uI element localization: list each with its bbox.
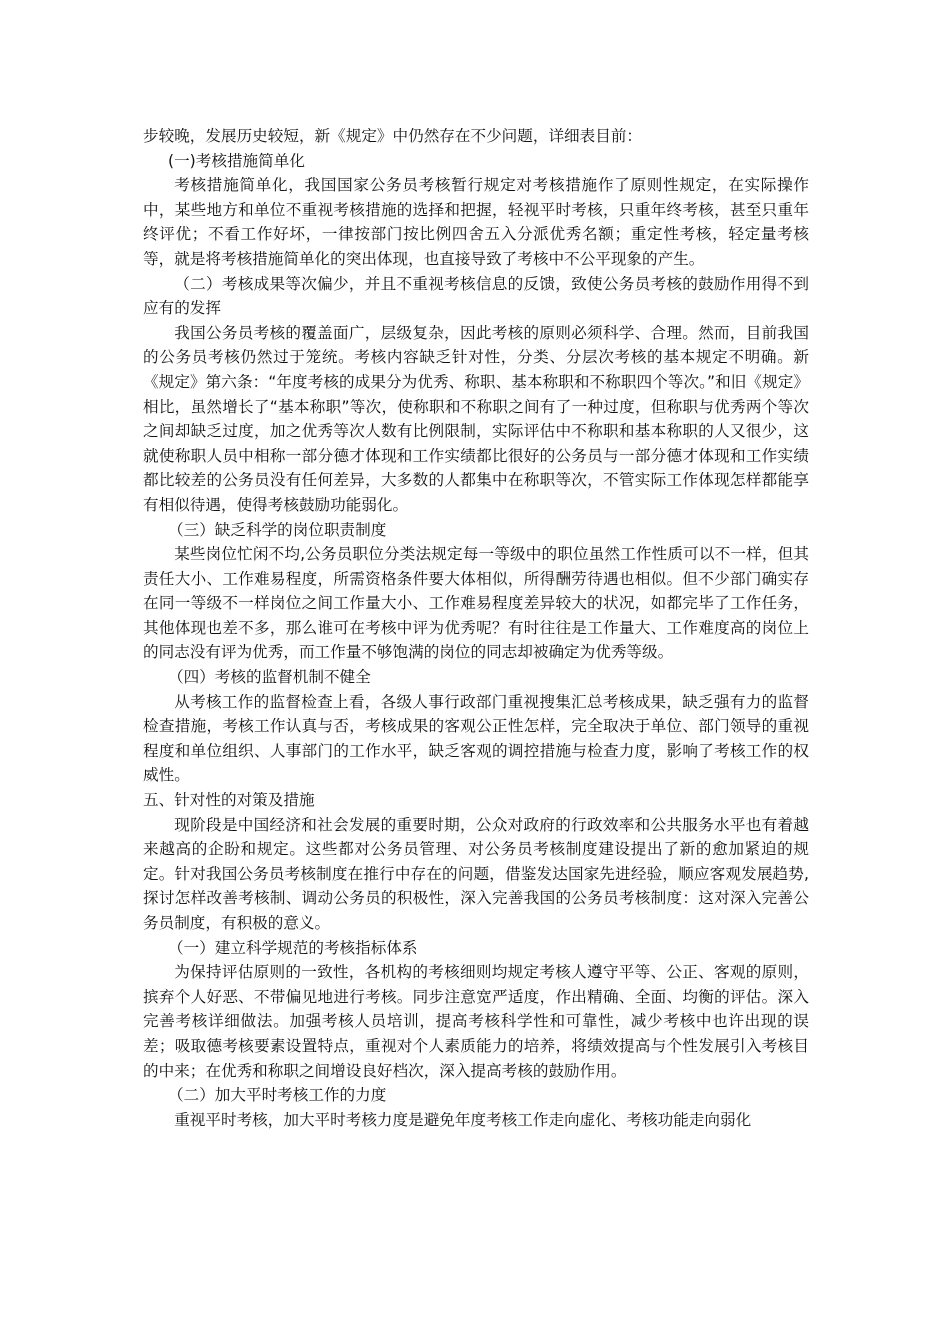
document-body: [143, 124, 809, 1132]
paragraph-3: 某些岗位忙闲不均,公务员职位分类法规定每一等级中的职位虽然工作性质可以不一样，但其责任大小、工作难易程度，所需资格条件要大体相似，所得酬劳待遇也相似。但不少部门确实存在同一等级不一样岗位之间工作量大小、工作难易程度差异较大的状况，如都完毕了工作任务，其他体现也差不多，那么谁可在考核中评为优秀呢？有时往往是工作量大、工作难度高的岗位上的同志没有评为优秀，而工作量不够饱满的岗位的同志却被确定为优秀等级。: [143, 545, 809, 662]
paragraph-5-2: 重视平时考核，加大平时考核力度是避免年度考核工作走向虚化、考核功能走向弱化: [174, 1110, 752, 1129]
paragraph-intro: 步较晚，发展历史较短，新《规定》中仍然存在不少问题，详细表目前：: [143, 127, 643, 145]
subsection-heading-5-2: （二）加大平时考核工作的力度: [168, 1086, 387, 1105]
chapter-heading-5: 五、针对性的对策及措施: [143, 791, 315, 810]
subsection-heading-5-1: （一）建立科学规范的考核指标体系: [168, 938, 418, 957]
section-heading-4: （四）考核的监督机制不健全: [168, 668, 371, 687]
paragraph-1: 考核措施简单化，我国国家公务员考核暂行规定对考核措施作了原则性规定，在实际操作中，某些地方和单位不重视考核措施的选择和把握，轻视平时考核，只重年终考核，甚至只重年终评优；不看工作好坏，一律按部门按比例四舍五入分派优秀名额；重定性考核，轻定量考核等，就是将考核措施简单化的突出体现，也直接导致了考核中不公平现象的产生。: [143, 176, 809, 268]
section-heading-1: (一)考核措施简单化: [168, 151, 305, 170]
paragraph-4: 从考核工作的监督检查上看，各级人事行政部门重视搜集汇总考核成果，缺乏强有力的监督检查措施，考核工作认真与否，考核成果的客观公正性怎样，完全取决于单位、部门领导的重视程度和单位组织、人事部门的工作水平，缺乏客观的调控措施与检查力度，影响了考核工作的权威性。: [143, 692, 809, 785]
section-heading-2: （二）考核成果等次偏少，并且不重视考核信息的反馈，致使公务员考核的鼓励作用得不到应有的发挥: [143, 274, 809, 318]
paragraph-5: 现阶段是中国经济和社会发展的重要时期，公众对政府的行政效率和公共服务水平也有着越来越高的企盼和规定。这些都对公务员管理、对公务员考核制度建设提出了新的愈加紧迫的规定。针对我国公务员考核制度在推行中存在的问题，借鉴发达国家先进经验，顺应客观发展趋势,探讨怎样改善考核制、调动公务员的积极性，深入完善我国的公务员考核制度：这对深入完善公务员制度，有积极的意义。: [143, 815, 809, 932]
paragraph-2: 我国公务员考核的覆盖面广，层级复杂，因此考核的原则必须科学、合理。然而，目前我国的公务员考核仍然过于笼统。考核内容缺乏针对性，分类、分层次考核的基本规定不明确。新《规定》第六条：“年度考核的成果分为优秀、称职、基本称职和不称职四个等次。”和旧《规定》相比，虽然增长了“基本称职”等次，使称职和不称职之间有了一种过度，但称职与优秀两个等次之间却缺乏过度，加之优秀等次人数有比例限制，实际评估中不称职和基本称职的人又很少，这就使称职人员中相称一部分德才体现和工作实绩都比很好的公务员与一部分德才体现和工作实绩都比较差的公务员没有任何差异，大多数的人都集中在称职等次，不管实际工作体现怎样都能享有相似待遇，使得考核鼓励功能弱化。: [143, 323, 809, 514]
paragraph-5-1: 为保持评估原则的一致性，各机构的考核细则均规定考核人遵守平等、公正、客观的原则，摈弃个人好恶、不带偏见地进行考核。同步注意宽严适度，作出精确、全面、均衡的评估。深入完善考核详细做法。加强考核人员培训，提高考核科学性和可靠性，减少考核中也许出现的误差；吸取德考核要素设置特点，重视对个人素质能力的培养，将绩效提高与个性发展引入考核目的中来；在优秀和称职之间增设良好档次，深入提高考核的鼓励作用。: [143, 963, 809, 1080]
section-heading-3: （三）缺乏科学的岗位职责制度: [168, 520, 387, 539]
